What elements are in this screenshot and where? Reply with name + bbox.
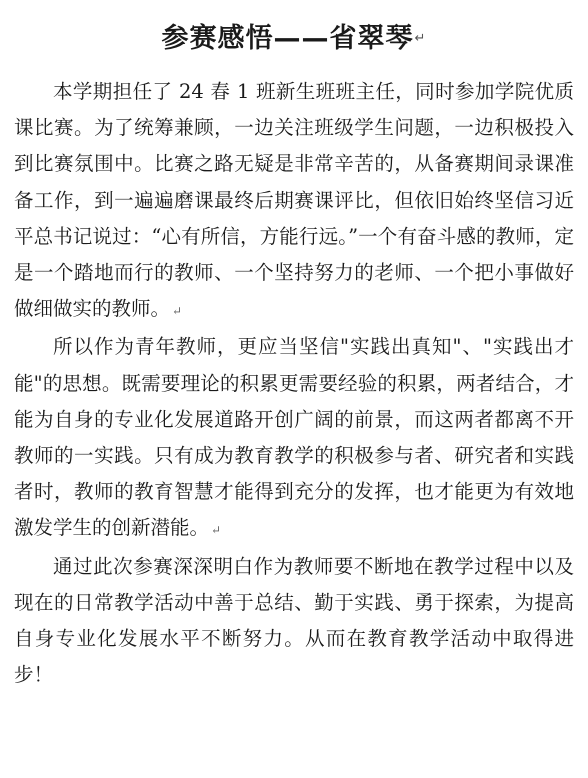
document-body bbox=[14, 74, 574, 693]
title-text: 参赛感悟——省翠琴 bbox=[161, 23, 414, 54]
paragraph-mark-icon: ↵ bbox=[211, 523, 222, 538]
paragraph-1 bbox=[14, 74, 574, 329]
paragraph-mark-icon: ↵ bbox=[414, 31, 427, 46]
document-title bbox=[0, 14, 588, 64]
paragraph-text: 本学期担任了 24 春 1 班新生班班主任，同时参加学院优质课比赛。为了统筹兼顾，一边关注班级学生问题，一边积极投入到比赛氛围中。比赛之路无疑是非常辛苦的，从备赛期间录课准备工作，到一遍遍磨课最终后期赛课评比，但依旧始终坚信习近平总书记说过：“心有所信，方能行远。”一个有奋斗感的教师，定是一个踏地而行的教师、一个坚持努力的老师、一个把小事做好做细做实的教师。 bbox=[14, 80, 574, 321]
paragraph-mark-icon: ↵ bbox=[172, 304, 183, 319]
paragraph-text: 通过此次参赛深深明白作为教师要不断地在教学过程中以及现在的日常教学活动中善于总结、勤于实践、勇于探索，为提高自身专业化发展水平不断努力。从而在教育教学活动中取得进步！ bbox=[14, 554, 574, 687]
paragraph-3 bbox=[14, 549, 574, 694]
paragraph-text: 所以作为青年教师，更应当坚信"实践出真知"、"实践出才能"的思想。既需要理论的积累更需要经验的积累，两者结合，才能为自身的专业化发展道路开创广阔的前景，而这两者都离不开教师的一实践。只有成为教育教学的积极参与者、研究者和实践者时，教师的教育智慧才能得到充分的发挥，也才能更为有效地激发学生的创新潜能。 bbox=[14, 335, 574, 540]
paragraph-2 bbox=[14, 329, 574, 548]
